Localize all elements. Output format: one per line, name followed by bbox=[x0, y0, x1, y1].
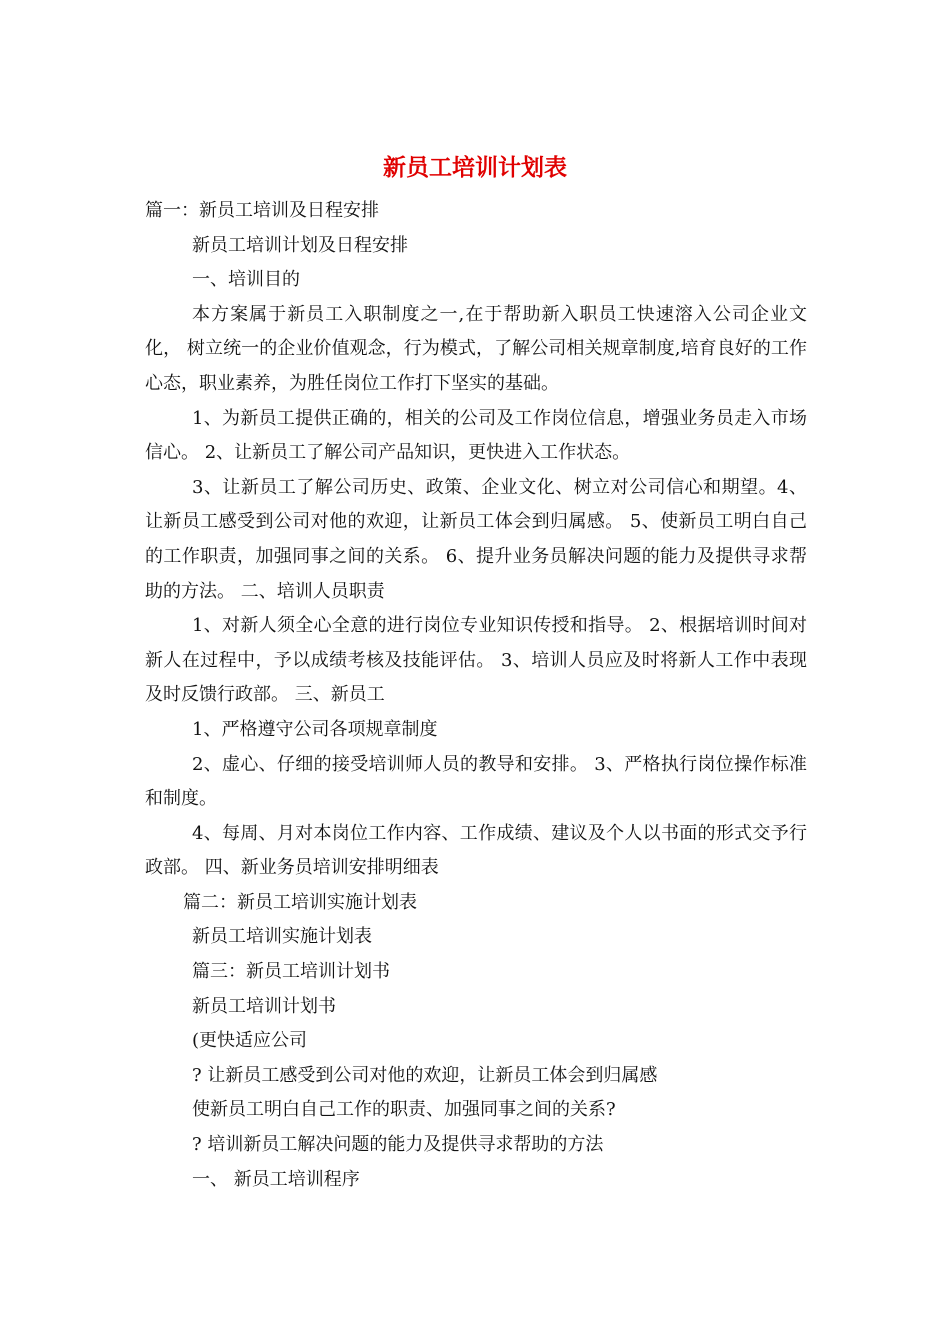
paragraph: 1、严格遵守公司各项规章制度 bbox=[192, 718, 438, 740]
paragraph: 本方案属于新员工入职制度之一,在于帮助新入职员工快速溶入公司企业文化， 树立统一的企业价值观念，行为模式，了解公司相关规章制度,培育良好的工作心态，职业素养，为胜任岗位工作打下坚实的基础。 bbox=[145, 303, 807, 394]
document-title: 新员工培训计划表 bbox=[383, 154, 567, 181]
section-heading-1: 篇一：新员工培训及日程安排 bbox=[145, 200, 379, 221]
paragraph: 3、让新员工了解公司历史、政策、企业文化、树立对公司信心和期望。4、让新员工感受到公司对他的欢迎，让新员工体会到归属感。 5、使新员工明白自己的工作职责，加强同事之间的关系。 6、提升业务员解决问题的能力及提供寻求帮助的方法。 二、培训人员职责 bbox=[145, 476, 807, 602]
paragraph: 4、每周、月对本岗位工作内容、工作成绩、建议及个人以书面的形式交予行政部。 四、新业务员培训安排明细表 bbox=[145, 822, 807, 879]
bullet-item: ? 让新员工感受到公司对他的欢迎，让新员工体会到归属感 bbox=[192, 1064, 658, 1086]
paragraph: (更快适应公司 bbox=[192, 1030, 308, 1052]
document-body bbox=[145, 194, 807, 1197]
subtitle: 新员工培训计划书 bbox=[192, 995, 336, 1017]
paragraph: 1、为新员工提供正确的，相关的公司及工作岗位信息，增强业务员走入市场信心。 2、让新员工了解公司产品知识，更快进入工作状态。 bbox=[145, 407, 807, 464]
paragraph: 2、虚心、仔细的接受培训师人员的教导和安排。 3、严格执行岗位操作标准和制度。 bbox=[145, 753, 807, 810]
paragraph: 1、对新人须全心全意的进行岗位专业知识传授和指导。 2、根据培训时间对新人在过程中，予以成绩考核及技能评估。 3、培训人员应及时将新人工作中表现及时反馈行政部。 三、新员工 bbox=[145, 615, 807, 706]
subtitle: 新员工培训实施计划表 bbox=[192, 926, 372, 948]
bullet-item: ? 培训新员工解决问题的能力及提供寻求帮助的方法 bbox=[192, 1134, 604, 1156]
section-heading-3: 篇三：新员工培训计划书 bbox=[192, 961, 390, 983]
heading-purpose: 一、培训目的 bbox=[192, 269, 300, 291]
subtitle: 新员工培训计划及日程安排 bbox=[192, 234, 408, 256]
bullet-item: 使新员工明白自己工作的职责、加强同事之间的关系? bbox=[192, 1099, 616, 1121]
section-heading-2: 篇二：新员工培训实施计划表 bbox=[183, 891, 417, 913]
heading-procedure: 一、 新员工培训程序 bbox=[192, 1168, 360, 1190]
